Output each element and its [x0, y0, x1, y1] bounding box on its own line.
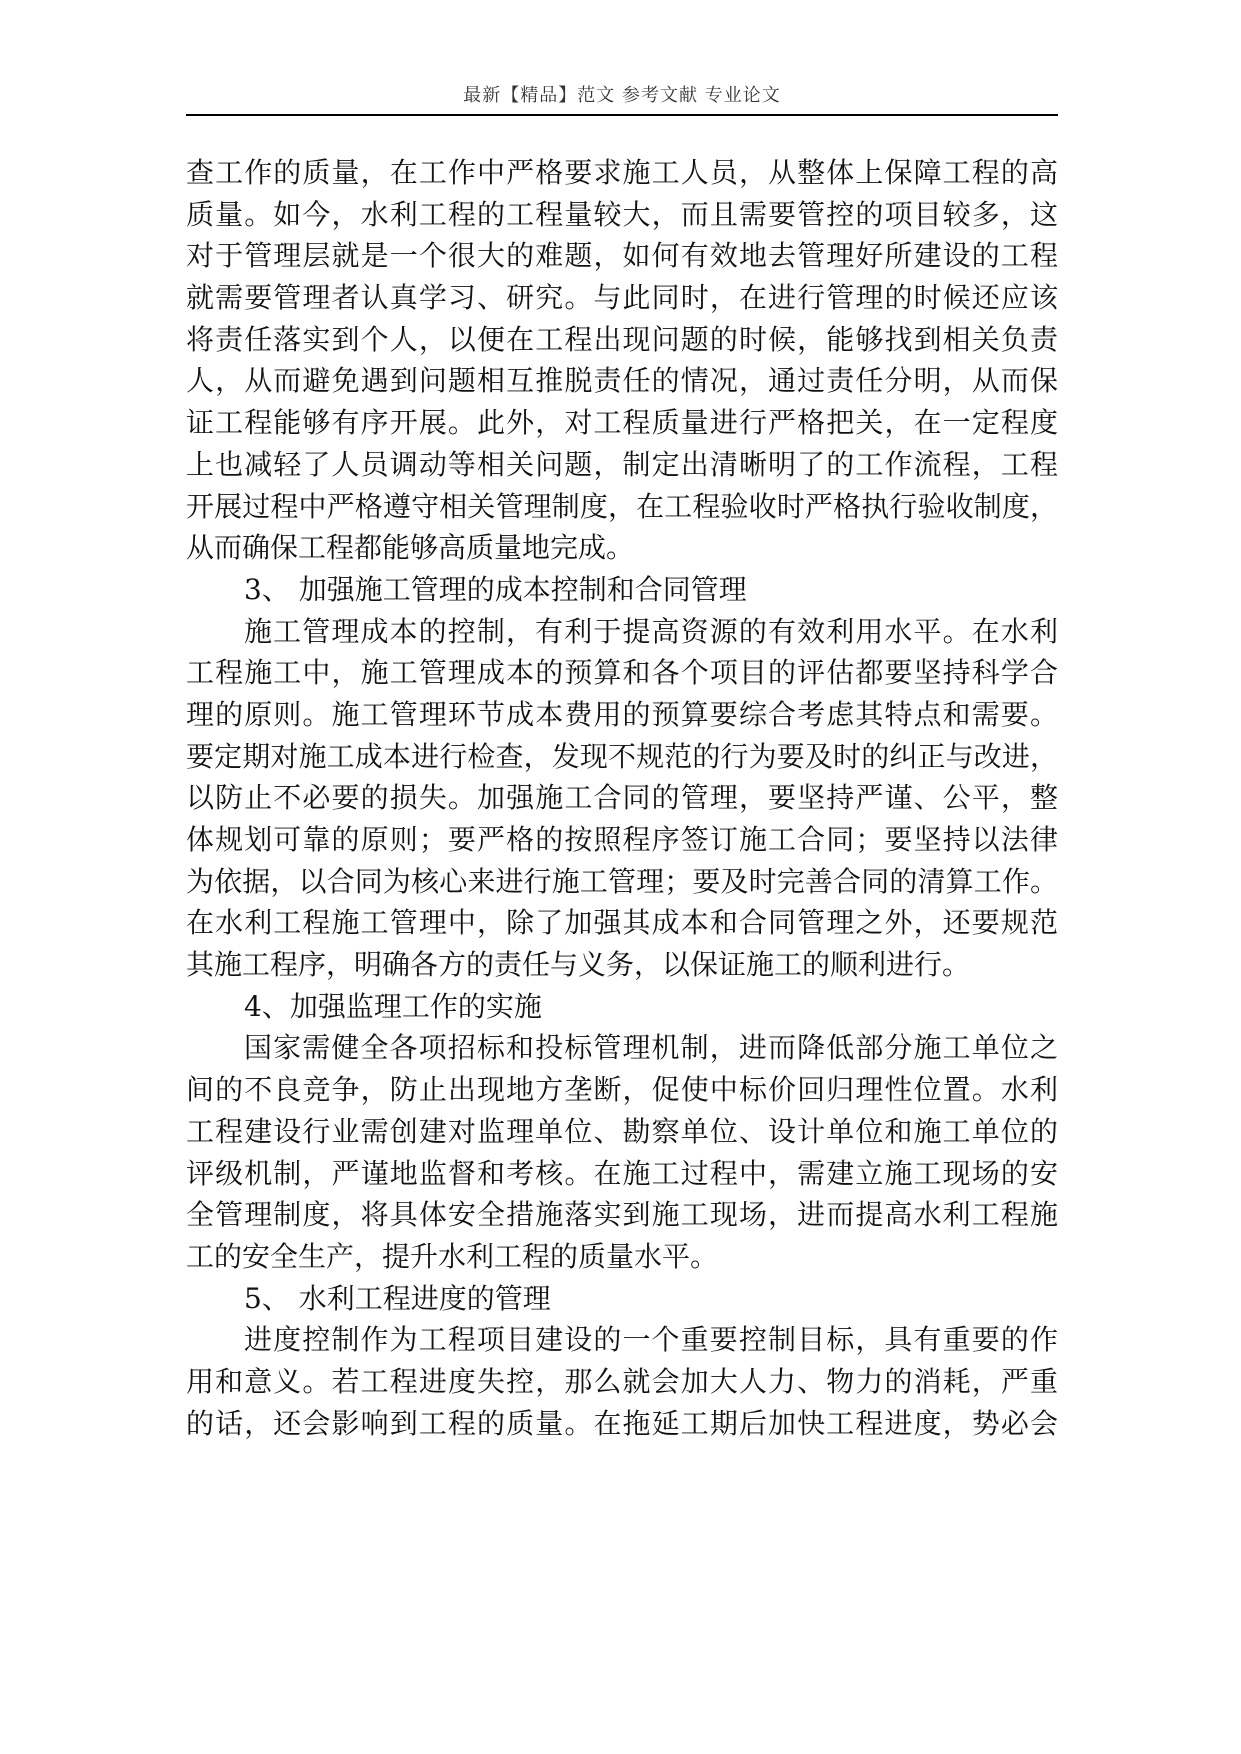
page-header	[186, 84, 1058, 116]
text-line: 人，从而避免遇到问题相互推脱责任的情况，通过责任分明，从而保	[186, 364, 1058, 398]
header-text: 最新【精品】范文 参考文献 专业论文	[463, 85, 781, 106]
text-line: 在水利工程施工管理中，除了加强其成本和合同管理之外，还要规范	[186, 906, 1058, 940]
text-line: 为依据，以合同为核心来进行施工管理；要及时完善合同的清算工作。	[186, 864, 1058, 898]
text-line: 证工程能够有序开展。此外，对工程质量进行严格把关，在一定程度	[186, 406, 1058, 440]
document-body	[186, 152, 1058, 1444]
text-line: 要定期对施工成本进行检查，发现不规范的行为要及时的纠正与改进，	[186, 739, 1058, 773]
text-line: 用和意义。若工程进度失控，那么就会加大人力、物力的消耗，严重	[186, 1364, 1058, 1398]
text-line: 以防止不必要的损失。加强施工合同的管理，要坚持严谨、公平，整	[186, 781, 1058, 815]
text-line: 上也减轻了人员调动等相关问题，制定出清晰明了的工作流程，工程	[186, 447, 1058, 481]
section-heading-5: 5、 水利工程进度的管理	[244, 1281, 551, 1315]
text-line: 工程施工中，施工管理成本的预算和各个项目的评估都要坚持科学合	[186, 656, 1058, 690]
text-line: 开展过程中严格遵守相关管理制度，在工程验收时严格执行验收制度，	[186, 489, 1058, 523]
section-heading-3: 3、 加强施工管理的成本控制和合同管理	[244, 572, 747, 606]
text-line: 质量。如今，水利工程的工程量较大，而且需要管控的项目较多，这	[186, 197, 1058, 231]
text-line: 其施工程序，明确各方的责任与义务，以保证施工的顺利进行。	[186, 948, 971, 982]
text-line: 理的原则。施工管理环节成本费用的预算要综合考虑其特点和需要。	[186, 697, 1058, 731]
text-line: 从而确保工程都能够高质量地完成。	[186, 531, 635, 565]
text-line: 的话，还会影响到工程的质量。在拖延工期后加快工程进度，势必会	[186, 1406, 1058, 1440]
text-line: 评级机制，严谨地监督和考核。在施工过程中，需建立施工现场的安	[186, 1156, 1058, 1190]
text-line: 施工管理成本的控制，有利于提高资源的有效利用水平。在水利	[244, 614, 1058, 648]
text-line: 全管理制度，将具体安全措施落实到施工现场，进而提高水利工程施	[186, 1198, 1058, 1232]
text-line: 工程建设行业需创建对监理单位、勘察单位、设计单位和施工单位的	[186, 1114, 1058, 1148]
text-line: 就需要管理者认真学习、研究。与此同时，在进行管理的时候还应该	[186, 281, 1058, 315]
text-line: 查工作的质量，在工作中严格要求施工人员，从整体上保障工程的高	[186, 156, 1058, 189]
text-line: 体规划可靠的原则；要严格的按照程序签订施工合同；要坚持以法律	[186, 823, 1058, 856]
text-line: 进度控制作为工程项目建设的一个重要控制目标，具有重要的作	[244, 1323, 1058, 1357]
text-line: 对于管理层就是一个很大的难题，如何有效地去管理好所建设的工程	[186, 239, 1058, 273]
section-heading-4: 4、加强监理工作的实施	[244, 989, 542, 1023]
text-line: 工的安全生产，提升水利工程的质量水平。	[186, 1239, 719, 1273]
text-line: 间的不良竞争，防止出现地方垄断，促使中标价回归理性位置。水利	[186, 1073, 1058, 1107]
text-line: 国家需健全各项招标和投标管理机制，进而降低部分施工单位之	[244, 1031, 1058, 1065]
text-line: 将责任落实到个人，以便在工程出现问题的时候，能够找到相关负责	[186, 322, 1058, 356]
